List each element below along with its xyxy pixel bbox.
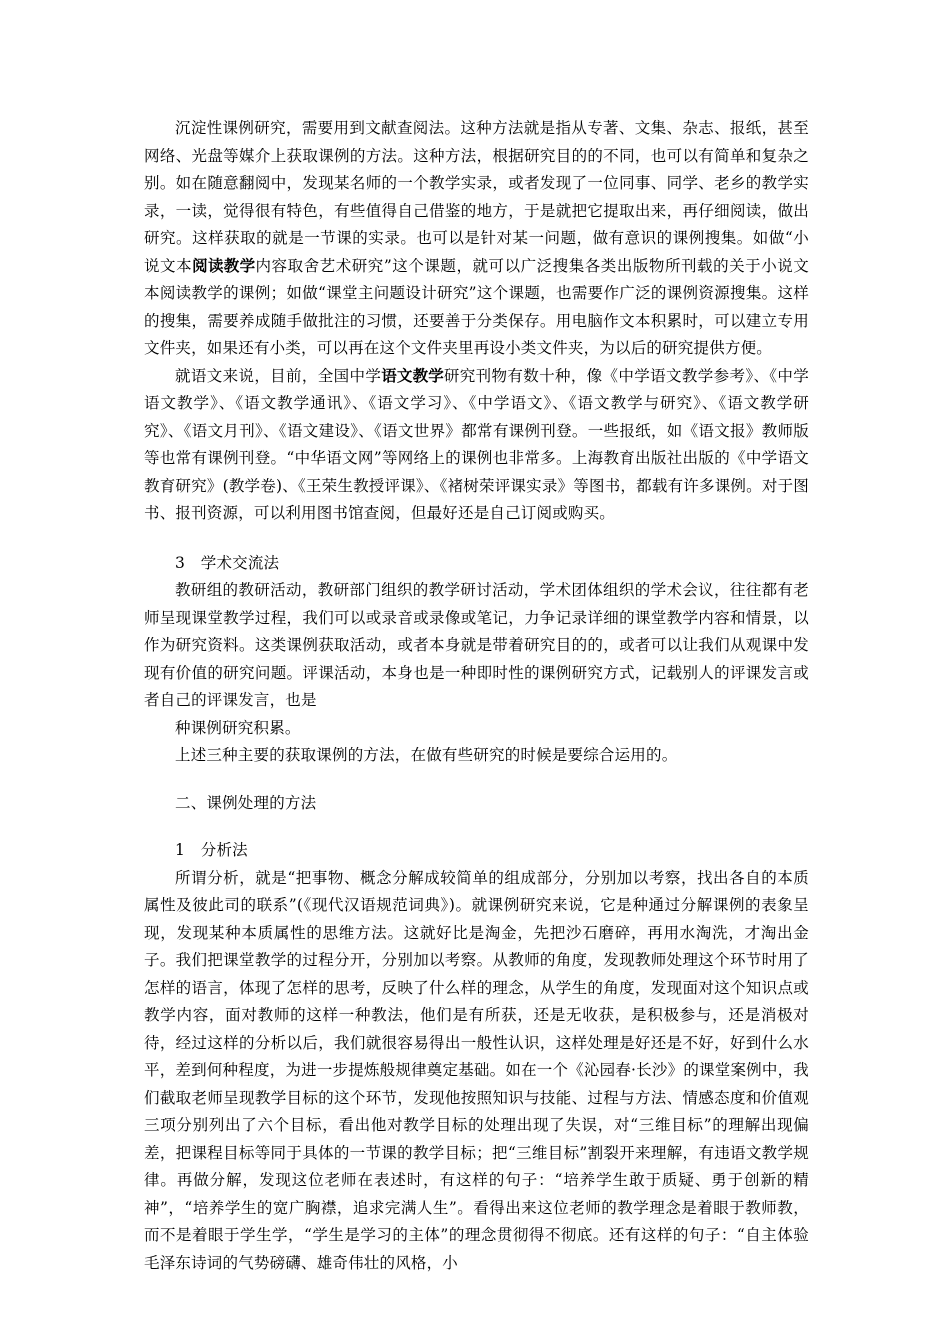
paragraph-text: 就语文来说，目前，全国中学 <box>175 366 382 385</box>
heading-academic-exchange: 3 学术交流法 <box>175 553 280 572</box>
paragraph-text: 内容取舍艺术研究”这个课题，就可以广泛搜集各类出版物所刊载的关于小说文本阅读教学的课例；如做“课堂主问题设计研究”这个课题，也需要作广泛的课例资源搜集。这样的搜集，需要养成随手做批注的习惯，还要善于分类保存。用电脑作文本积累时，可以建立专用文件夹，如果还有小类，可以再在这个文件夹里再设小类文件夹，为以后的研究提供方便。 <box>144 256 809 357</box>
paragraph-journals <box>144 363 809 528</box>
paragraph-text: 研究刊物有数十种，像《中学语文教学参考》、《中学语文教学》、《语文教学通讯》、《语文学习》、《中学语文》、《语文教学与研究》、《语文教学研究》、《语文月刊》、《语文建设》、《语文世界》都常有课例刊登。一些报纸，如《语文报》教师版等也常有课例刊登。“中华语文网”等网络上的课例也非常多。上海教育出版社出版的《中学语文教育研究》(教学卷)、《王荣生教授评课》、《褚树荣评课实录》等图书，都载有许多课例。对于图书、报刊资源，可以利用图书馆查阅，但最好还是自己订阅或购买。 <box>144 366 809 522</box>
bold-keyword-reading-teaching: 阅读教学 <box>192 256 256 275</box>
paragraph-summary: 上述三种主要的获取课例的方法，在做有些研究的时候是要综合运用的。 <box>175 746 678 764</box>
spacer <box>144 770 809 790</box>
paragraph-analysis: 所谓分析，就是“把事物、概念分解成较简单的组成部分，分别加以考察，找出各自的本质属性及彼此司的联系”(《现代汉语规范词典》)。就课例研究来说，它是种通过分解课例的表象呈现，发现某种本质属性的思维方法。这就好比是淘金，先把沙石磨碎，再用水淘洗，才淘出金子。我们把课堂教学的过程分开，分别加以考察。从教师的角度，发现教师处理这个环节时用了怎样的语言，体现了怎样的思考，反映了什么样的理念，从学生的角度，发现面对这个知识点或教学内容，面对教师的这样一种教法，他们是有所获，还是无收获，是积极参与，还是消极对待，经过这样的分析以后，我们就很容易得出一般性认识，这样处理是好还是不好，好到什么水平，差到何种程度，为进一步提炼般规律奠定基础。如在一个《沁园春·长沙》的课堂案例中，我们截取老师呈现教学目标的这个环节，发现他按照知识与技能、过程与方法、情感态度和价值观三项分别列出了六个目标，看出他对教学目标的处理出现了失误，对“三维目标”的理解出现偏差，把课程目标等同于具体的一节课的教学目标；把“三维目标”割裂开来理解，有违语文教学规律。再做分解，发现这位老师在表述时，有这样的句子：“培养学生敢于质疑、勇于创新的精神”，“培养学生的宽广胸襟，追求完满人生”。看得出来这位老师的教学理念是着眼于教师教，而不是着眼于学生学，“学生是学习的主体”的理念贯彻得不彻底。还有这样的句子：“自主体验毛泽东诗词的气势磅礴、雄奇伟壮的风格，小 <box>144 868 809 1272</box>
paragraph-accumulation: 种课例研究积累。 <box>175 718 301 737</box>
bold-keyword-chinese-teaching: 语文教学 <box>381 366 444 385</box>
heading-section-two: 二、课例处理的方法 <box>175 793 317 812</box>
paragraph-literature-review <box>144 115 809 363</box>
paragraph-text: 沉淀性课例研究，需要用到文献查阅法。这种方法就是指从专著、文集、杂志、报纸，甚至网络、光盘等媒介上获取课例的方法。这种方法，根据研究目的的不同，也可以有简单和复杂之别。如在随意翻阅中，发现某名师的一个教学实录，或者发现了一位同事、同学、老乡的教学实录，一读，觉得很有特色，有些值得自己借鉴的地方，于是就把它提取出来，再仔细阅读，做出研究。这样获取的就是一节课的实录。也可以是针对某一问题，做有意识的课例搜集。如做“小说文本 <box>144 119 809 275</box>
spacer <box>144 817 809 837</box>
heading-analysis-method: 1 分析法 <box>175 841 248 859</box>
document-body <box>144 115 809 1277</box>
spacer <box>144 528 809 550</box>
paragraph-academic-exchange: 教研组的教研活动，教研部门组织的教学研讨活动，学术团体组织的学术会议，往往都有老师呈现课堂教学过程，我们可以或录音或录像或笔记，力争记录详细的课堂教学内容和情景，以作为研究资料。这类课例获取活动，或者本身就是带着研究目的的，或者可以让我们从观课中发现有价值的研究问题。评课活动，本身也是一种即时性的课例研究方式，记载别人的评课发言或者自己的评课发言，也是 <box>144 581 809 709</box>
